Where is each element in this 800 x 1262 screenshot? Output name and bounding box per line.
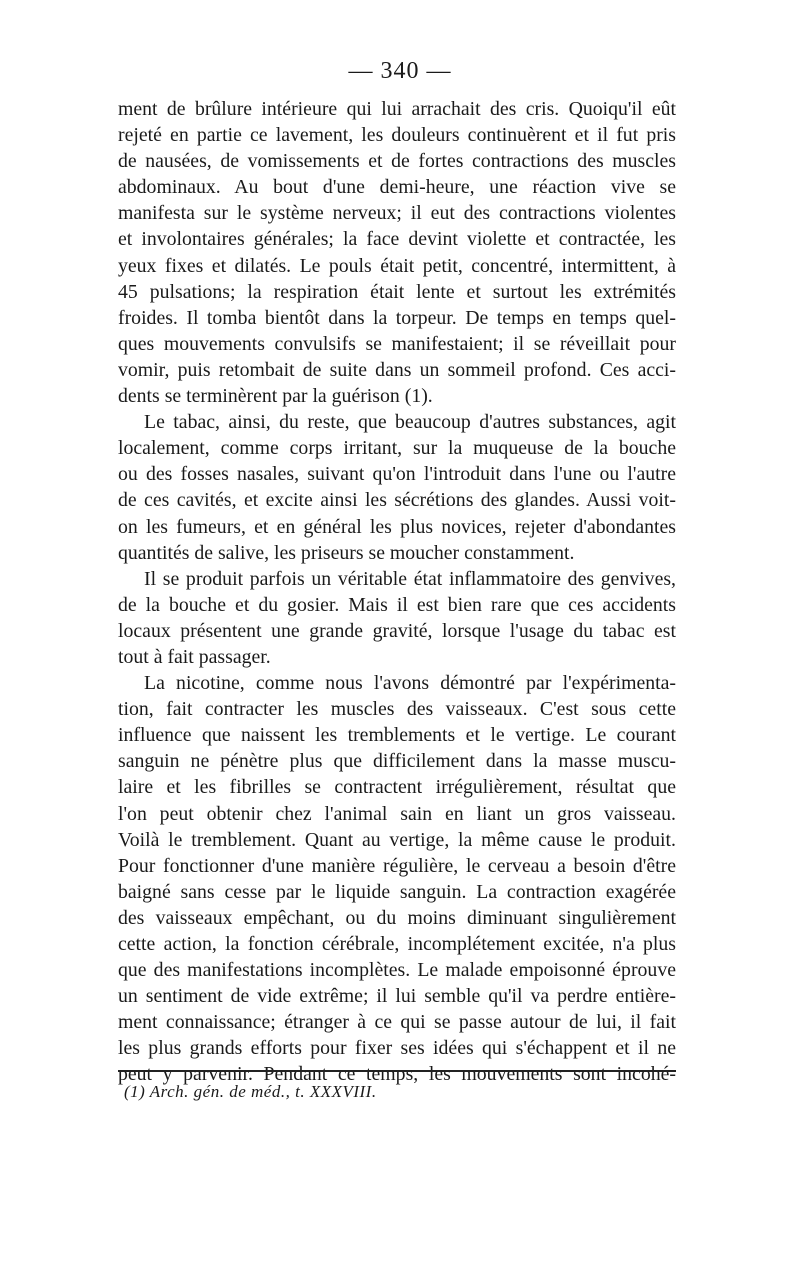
text-line: Pour fonctionner d'une manière régulière, le cerveau a besoin d'être — [118, 854, 676, 877]
text-line: ques mouvements convulsifs se manifestaient; il se réveillait pour — [118, 332, 676, 355]
text-line: baigné sans cesse par le liquide sanguin. La contraction exagérée — [118, 880, 676, 903]
text-line: ment de brûlure intérieure qui lui arrachait des cris. Quoiqu'il eût — [118, 98, 676, 120]
text-line: influence que naissent les tremblements et le vertige. Le courant — [118, 724, 676, 747]
text-line: Il se produit parfois un véritable état inflammatoire des genvives, — [144, 567, 676, 590]
text-line: ou des fosses nasales, suivant qu'on l'introduit dans l'une ou l'autre — [118, 463, 676, 486]
text-line: l'on peut obtenir chez l'animal sain en liant un gros vaisseau. — [118, 802, 676, 825]
text-line: de la bouche et du gosier. Mais il est bien rare que ces accidents — [118, 593, 676, 616]
text-line: que des manifestations incomplètes. Le malade empoisonné éprouve — [118, 959, 676, 982]
text-line: localement, comme corps irritant, sur la muqueuse de la bouche — [118, 437, 676, 460]
text-line: peut y parvenir. Pendant ce temps, les mouvements sont incohé- — [118, 1063, 676, 1086]
text-line: et involontaires générales; la face devint violette et contractée, les — [118, 228, 676, 251]
text-line: de nausées, de vomissements et de fortes contractions des muscles — [118, 150, 676, 173]
body-text — [118, 96, 676, 1088]
text-line: manifesta sur le système nerveux; il eut des contractions violentes — [118, 202, 676, 225]
text-line: les plus grands efforts pour fixer ses idées qui s'échappent et il ne — [118, 1037, 676, 1060]
text-line: abdominaux. Au bout d'une demi-heure, une réaction vive se — [118, 176, 676, 199]
text-line: tout à fait passager. — [118, 645, 271, 668]
text-line: froides. Il tomba bientôt dans la torpeur. De temps en temps quel- — [118, 306, 676, 329]
text-line: dents se terminèrent par la guérison (1). — [118, 385, 433, 408]
text-line: yeux fixes et dilatés. Le pouls était petit, concentré, intermittent, à — [118, 254, 676, 277]
text-line: sanguin ne pénètre plus que difficilement dans la masse muscu- — [118, 750, 676, 773]
text-line: on les fumeurs, et en général les plus novices, rejeter d'abondantes — [118, 515, 676, 538]
text-line: quantités de salive, les priseurs se moucher constamment. — [118, 541, 575, 564]
text-line: des vaisseaux empêchant, ou du moins diminuant singulièrement — [118, 906, 676, 929]
text-line: Voilà le tremblement. Quant au vertige, la même cause le produit. — [118, 828, 676, 851]
text-line: vomir, puis retombait de suite dans un sommeil profond. Ces acci- — [118, 358, 676, 381]
footnote: (1) Arch. gén. de méd., t. XXXVIII. — [124, 1082, 377, 1101]
text-line: de ces cavités, et excite ainsi les sécrétions des glandes. Aussi voit- — [118, 489, 676, 512]
text-line: un sentiment de vide extrême; il lui semble qu'il va perdre entière- — [118, 985, 676, 1008]
text-line: locaux présentent une grande gravité, lorsque l'usage du tabac est — [118, 619, 676, 642]
page-number: — 340 — — [348, 58, 452, 84]
text-line: rejeté en partie ce lavement, les douleurs continuèrent et il fut pris — [118, 124, 676, 147]
text-line: 45 pulsations; la respiration était lente et surtout les extrémités — [118, 280, 676, 303]
text-line: ment connaissance; étranger à ce qui se passe autour de lui, il fait — [118, 1011, 676, 1034]
text-line: laire et les fibrilles se contractent irrégulièrement, résultat que — [118, 776, 676, 799]
text-line: Le tabac, ainsi, du reste, que beaucoup d'autres substances, agit — [144, 411, 676, 434]
text-line: cette action, la fonction cérébrale, incomplétement excitée, n'a plus — [118, 933, 676, 955]
text-line: La nicotine, comme nous l'avons démontré par l'expérimenta- — [144, 672, 676, 695]
footnote-divider — [118, 1070, 676, 1072]
text-line: tion, fait contracter les muscles des vaisseaux. C'est sous cette — [118, 698, 676, 721]
